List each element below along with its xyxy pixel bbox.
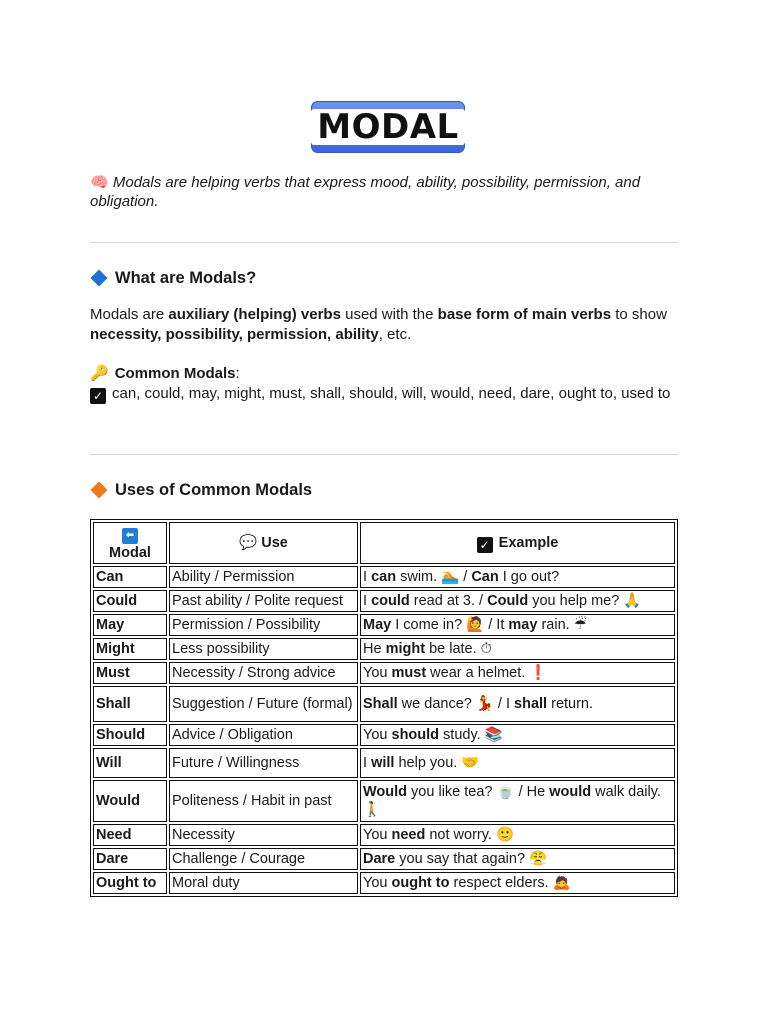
table-header-row — [93, 522, 675, 564]
modal-cell: May — [93, 614, 167, 636]
blue-diamond-icon — [91, 270, 108, 287]
example-cell — [360, 662, 675, 684]
example-cell — [360, 872, 675, 894]
example-cell — [360, 848, 675, 870]
example-segment: study. 📚 — [439, 727, 503, 743]
example-check-icon: ✓ — [477, 537, 493, 553]
def-bold-3: necessity, possibility, permission, ability — [90, 326, 379, 343]
table-row — [93, 614, 675, 636]
modal-cell: Should — [93, 724, 167, 746]
table-row — [93, 872, 675, 894]
table-row — [93, 824, 675, 846]
use-cell: Advice / Obligation — [169, 724, 358, 746]
check-mark-icon: ✓ — [90, 388, 106, 404]
use-cell: Future / Willingness — [169, 748, 358, 778]
example-bold-segment: can — [371, 569, 397, 585]
modal-cell: Shall — [93, 686, 167, 722]
table-row — [93, 662, 675, 684]
modals-table — [90, 519, 678, 897]
key-icon: 🔑 — [90, 365, 109, 382]
table-row — [93, 748, 675, 778]
common-modals-list — [90, 384, 680, 404]
example-bold-segment: Dare — [363, 851, 396, 867]
example-bold-segment: may — [508, 617, 538, 633]
example-segment: help you. 🤝 — [394, 755, 480, 771]
example-bold-segment: May — [363, 617, 392, 633]
modal-cell: Might — [93, 638, 167, 660]
example-segment: I — [363, 569, 372, 585]
column-header-example — [360, 522, 675, 564]
example-cell — [360, 724, 675, 746]
logo-badge — [311, 101, 465, 153]
section-heading-uses — [90, 480, 312, 500]
table-row — [93, 566, 675, 588]
modal-cell: Ought to — [93, 872, 167, 894]
example-segment: I — [363, 755, 372, 771]
definition-paragraph — [90, 305, 680, 345]
example-segment: You — [363, 875, 392, 891]
use-cell: Necessity — [169, 824, 358, 846]
divider-2 — [90, 454, 678, 455]
example-segment: wear a helmet. ❗ — [426, 665, 548, 681]
example-segment: I — [363, 593, 372, 609]
example-segment: I go out? — [498, 569, 560, 585]
example-segment: rain. ☔ — [537, 617, 587, 633]
table-row — [93, 686, 675, 722]
intro-text — [90, 173, 678, 211]
column-header-modal — [93, 522, 167, 564]
example-cell — [360, 824, 675, 846]
column-header-use — [169, 522, 358, 564]
modal-logo — [311, 101, 465, 153]
example-segment: you like tea? 🍵 / He — [407, 784, 550, 800]
use-cell: Less possibility — [169, 638, 358, 660]
example-bold-segment: Shall — [363, 696, 398, 712]
example-cell — [360, 566, 675, 588]
table-row — [93, 724, 675, 746]
use-cell: Politeness / Habit in past — [169, 780, 358, 822]
common-modals-colon: : — [235, 365, 240, 382]
use-cell: Ability / Permission — [169, 566, 358, 588]
example-bold-segment: ought to — [391, 875, 450, 891]
example-segment: You — [363, 665, 392, 681]
section-heading-uses-text: Uses of Common Modals — [115, 481, 313, 499]
example-bold-segment: shall — [514, 696, 548, 712]
example-bold-segment: would — [549, 784, 592, 800]
use-cell: Suggestion / Future (formal) — [169, 686, 358, 722]
example-segment: I come in? 🙋 / It — [391, 617, 509, 633]
use-cell: Challenge / Courage — [169, 848, 358, 870]
example-segment: you help me? 🙏 — [528, 593, 642, 609]
modal-cell: Would — [93, 780, 167, 822]
modal-cell: Will — [93, 748, 167, 778]
def-text-3: to show — [611, 306, 667, 323]
common-modals-list-text: can, could, may, might, must, shall, should, will, would, need, dare, ought to, used to — [112, 385, 671, 402]
example-bold-segment: need — [391, 827, 426, 843]
use-cell: Moral duty — [169, 872, 358, 894]
logo-text: MODAL — [311, 109, 464, 145]
def-text-4: , etc. — [378, 326, 412, 343]
table-row — [93, 638, 675, 660]
def-bold-1: auxiliary (helping) verbs — [168, 306, 341, 323]
orange-diamond-icon — [91, 482, 108, 499]
use-cell: Past ability / Polite request — [169, 590, 358, 612]
column-header-example-text: Example — [498, 534, 559, 551]
table-row — [93, 780, 675, 822]
brain-icon: 🧠 — [90, 174, 109, 191]
example-cell — [360, 590, 675, 612]
modal-column-icon: ⬅ — [122, 528, 138, 544]
example-bold-segment: should — [391, 727, 440, 743]
intro-sentence: Modals are helping verbs that express mood, ability, possibility, permission, and obligation. — [90, 174, 641, 210]
example-segment: not worry. 🙂 — [425, 827, 515, 843]
modal-cell: Must — [93, 662, 167, 684]
def-bold-2: base form of main verbs — [437, 306, 612, 323]
column-header-use-text: Use — [261, 535, 288, 551]
example-bold-segment: Could — [487, 593, 529, 609]
use-cell: Necessity / Strong advice — [169, 662, 358, 684]
section-heading-what — [90, 268, 256, 288]
example-segment: You — [363, 727, 392, 743]
example-segment: respect elders. 🙇 — [449, 875, 571, 891]
speech-bubble-icon: 💬 — [239, 535, 258, 551]
example-segment: we dance? 💃 / I — [397, 696, 515, 712]
example-segment: you say that again? 😤 — [395, 851, 548, 867]
divider-1 — [90, 242, 678, 243]
modal-cell: Can — [93, 566, 167, 588]
example-cell — [360, 686, 675, 722]
table-row — [93, 848, 675, 870]
modal-cell: Dare — [93, 848, 167, 870]
example-bold-segment: might — [385, 641, 426, 657]
common-modals-label-text: Common Modals — [114, 365, 236, 382]
use-cell: Permission / Possibility — [169, 614, 358, 636]
example-bold-segment: Would — [363, 784, 408, 800]
table-row — [93, 590, 675, 612]
common-modals-label — [90, 364, 680, 384]
modal-cell: Need — [93, 824, 167, 846]
example-cell — [360, 748, 675, 778]
def-text-2: used with the — [340, 306, 438, 323]
example-segment: swim. 🏊 / — [396, 569, 472, 585]
example-bold-segment: will — [371, 755, 395, 771]
example-segment: You — [363, 827, 392, 843]
example-cell — [360, 780, 675, 822]
example-bold-segment: Can — [471, 569, 499, 585]
modal-cell: Could — [93, 590, 167, 612]
def-text-1: Modals are — [90, 306, 169, 323]
example-bold-segment: must — [391, 665, 427, 681]
example-segment: read at 3. / — [409, 593, 488, 609]
example-segment: walk daily. 🚶 — [363, 784, 661, 818]
section-heading-what-text: What are Modals? — [115, 269, 257, 287]
example-bold-segment: could — [371, 593, 410, 609]
example-cell — [360, 614, 675, 636]
example-segment: be late. ⏱ — [425, 641, 492, 657]
column-header-modal-text: Modal — [109, 544, 151, 561]
example-segment: return. — [547, 696, 594, 712]
example-cell — [360, 638, 675, 660]
example-segment: He — [363, 641, 386, 657]
